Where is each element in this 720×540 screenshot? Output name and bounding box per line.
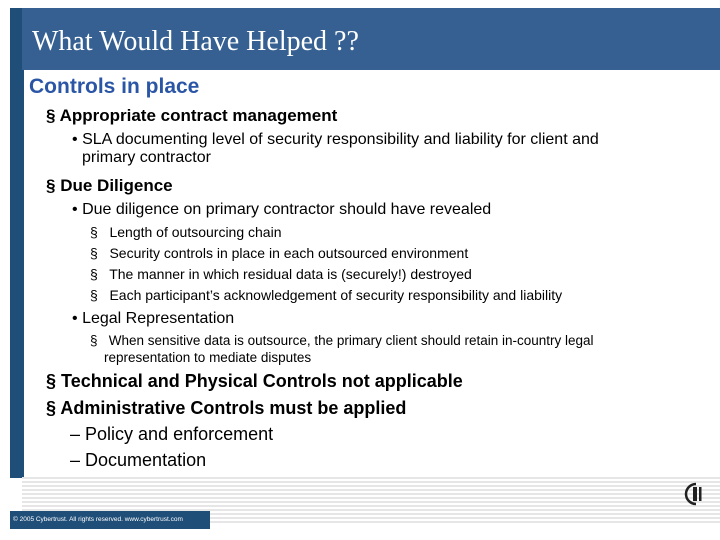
bullet-continuation: representation to mediate disputes [104, 350, 312, 365]
bullet-item: • SLA documenting level of security responsibility and liability for client and [72, 131, 599, 148]
square-bullet-icon: § [90, 333, 98, 348]
bullet-item: § Security controls in place in each outsourced environment [90, 245, 469, 261]
bullet-item: § When sensitive data is outsource, the primary client should retain in-country legal [90, 333, 594, 348]
bullet-item: § Due Diligence [46, 176, 173, 195]
bullet-item: – Documentation [70, 450, 207, 470]
left-accent-bar [10, 8, 24, 478]
square-bullet-icon: § [46, 176, 56, 195]
square-bullet-icon: § [90, 224, 98, 240]
dash-bullet-icon: – [70, 424, 81, 444]
cybertrust-logo-icon [678, 480, 708, 508]
bullet-item: – Policy and enforcement [70, 424, 274, 444]
bullet-item: § Appropriate contract management [46, 106, 338, 125]
bullet-item: § Administrative Controls must be applied [46, 398, 407, 418]
square-bullet-icon: § [90, 266, 98, 282]
bullet-item: § Each participant’s acknowledgement of security responsibility and liability [90, 287, 563, 303]
dot-bullet-icon: • [72, 201, 78, 218]
bullet-item: • Legal Representation [72, 310, 235, 327]
square-bullet-icon: § [46, 106, 56, 125]
dot-bullet-icon: • [72, 131, 78, 148]
copyright-footer: © 2005 Cybertrust. All rights reserved. www.cybertrust.com [13, 516, 183, 523]
bullet-item: § Length of outsourcing chain [90, 224, 282, 240]
bullet-item: § The manner in which residual data is (securely!) destroyed [90, 266, 472, 282]
square-bullet-icon: § [90, 245, 98, 261]
dot-bullet-icon: • [72, 310, 78, 327]
bullet-item: • Due diligence on primary contractor should have revealed [72, 201, 492, 218]
square-bullet-icon: § [90, 287, 98, 303]
dash-bullet-icon: – [70, 450, 81, 470]
bullet-continuation: primary contractor [82, 149, 211, 166]
bullet-item: § Technical and Physical Controls not applicable [46, 371, 463, 391]
slide-title: What Would Have Helped ?? [32, 26, 359, 57]
square-bullet-icon: § [46, 371, 57, 391]
section-heading: Controls in place [29, 75, 200, 98]
square-bullet-icon: § [46, 398, 57, 418]
